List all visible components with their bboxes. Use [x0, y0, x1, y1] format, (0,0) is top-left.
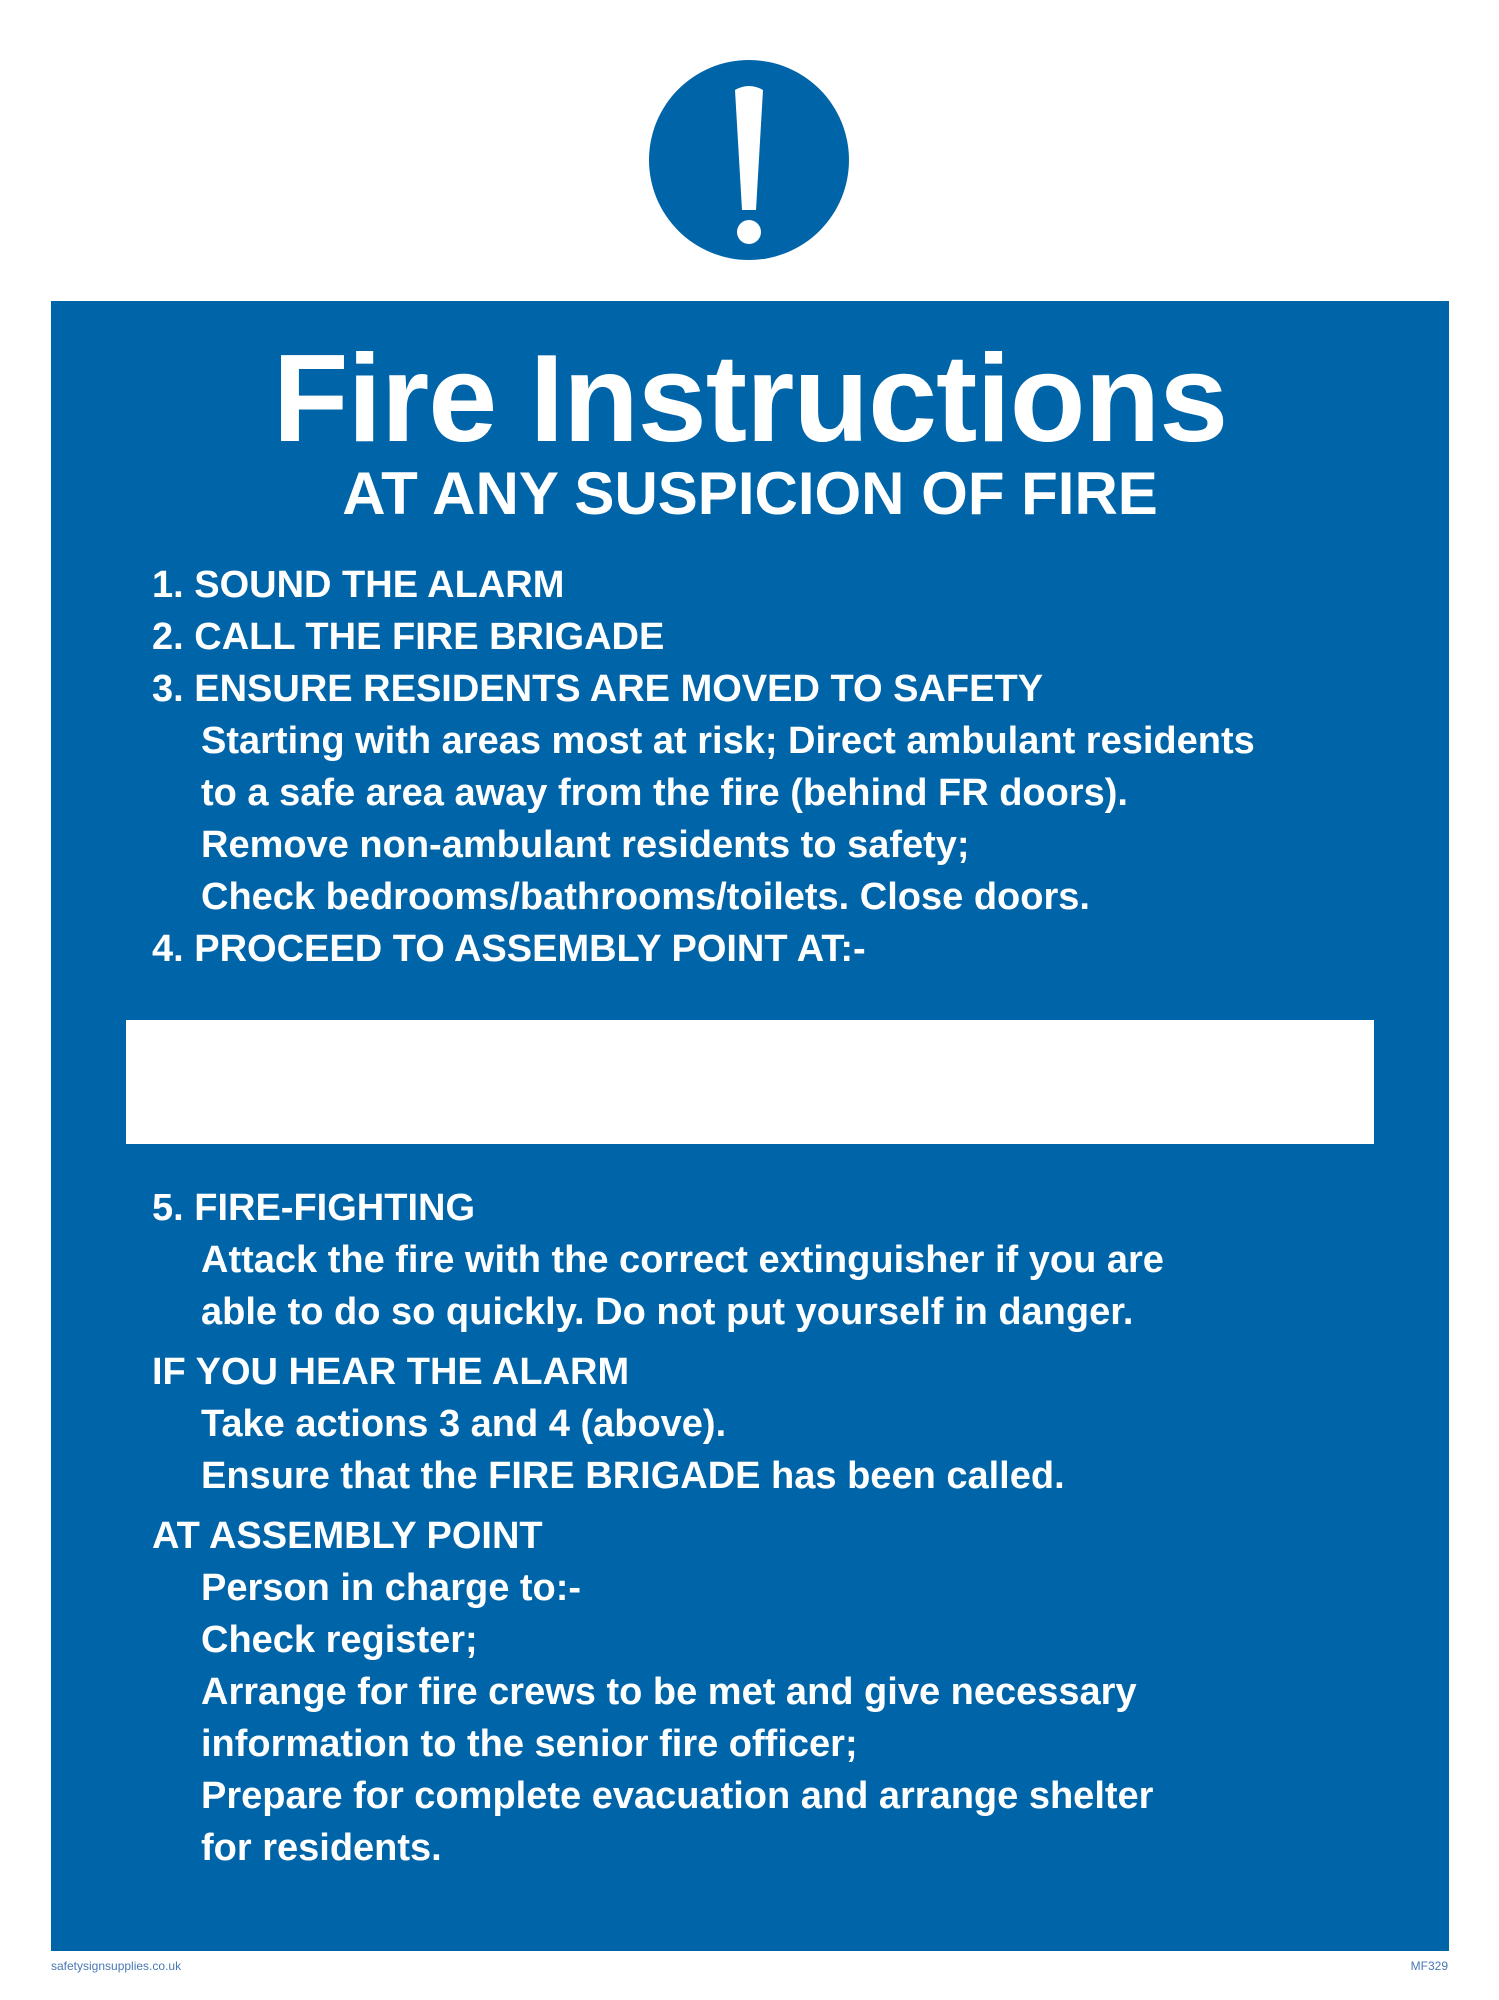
step-3-line: to a safe area away from the fire (behind FR doors). — [201, 772, 1128, 814]
step-1-heading: 1. SOUND THE ALARM — [152, 564, 565, 606]
assembly-section-heading: AT ASSEMBLY POINT — [152, 1515, 543, 1557]
step-4-heading: 4. PROCEED TO ASSEMBLY POINT AT:- — [152, 928, 866, 970]
sign-subtitle: AT ANY SUSPICION OF FIRE — [342, 460, 1158, 527]
assembly-section-line: Check register; — [201, 1619, 478, 1661]
assembly-section-line: Person in charge to:- — [201, 1567, 582, 1609]
assembly-section-line: Arrange for fire crews to be met and give necessary — [201, 1671, 1137, 1713]
step-2-heading: 2. CALL THE FIRE BRIGADE — [152, 616, 665, 658]
footer-product-code: MF329 — [1410, 1959, 1448, 1973]
assembly-section-line: for residents. — [201, 1827, 442, 1869]
alarm-section-line: Take actions 3 and 4 (above). — [201, 1403, 727, 1445]
step-3-line: Starting with areas most at risk; Direct ambulant residents — [201, 720, 1255, 762]
sign-panel — [51, 301, 1449, 1951]
assembly-point-write-in-box — [126, 1020, 1374, 1144]
step-5-line: able to do so quickly. Do not put yourself in danger. — [201, 1291, 1134, 1333]
alarm-section-heading: IF YOU HEAR THE ALARM — [152, 1351, 630, 1393]
assembly-section-line: Prepare for complete evacuation and arrange shelter — [201, 1775, 1154, 1817]
step-3-line: Remove non-ambulant residents to safety; — [201, 824, 970, 866]
step-3-line: Check bedrooms/bathrooms/toilets. Close doors. — [201, 876, 1090, 918]
alarm-section-line: Ensure that the FIRE BRIGADE has been called. — [201, 1455, 1065, 1497]
footer-website: safetysignsupplies.co.uk — [51, 1959, 182, 1973]
assembly-section-line: information to the senior fire officer; — [201, 1723, 858, 1765]
step-3-heading: 3. ENSURE RESIDENTS ARE MOVED TO SAFETY — [152, 668, 1044, 710]
step-5-line: Attack the fire with the correct extinguisher if you are — [201, 1239, 1164, 1281]
exclamation-mandatory-icon — [649, 60, 849, 260]
step-5-heading: 5. FIRE-FIGHTING — [152, 1187, 475, 1229]
sign-title: Fire Instructions — [272, 330, 1228, 468]
